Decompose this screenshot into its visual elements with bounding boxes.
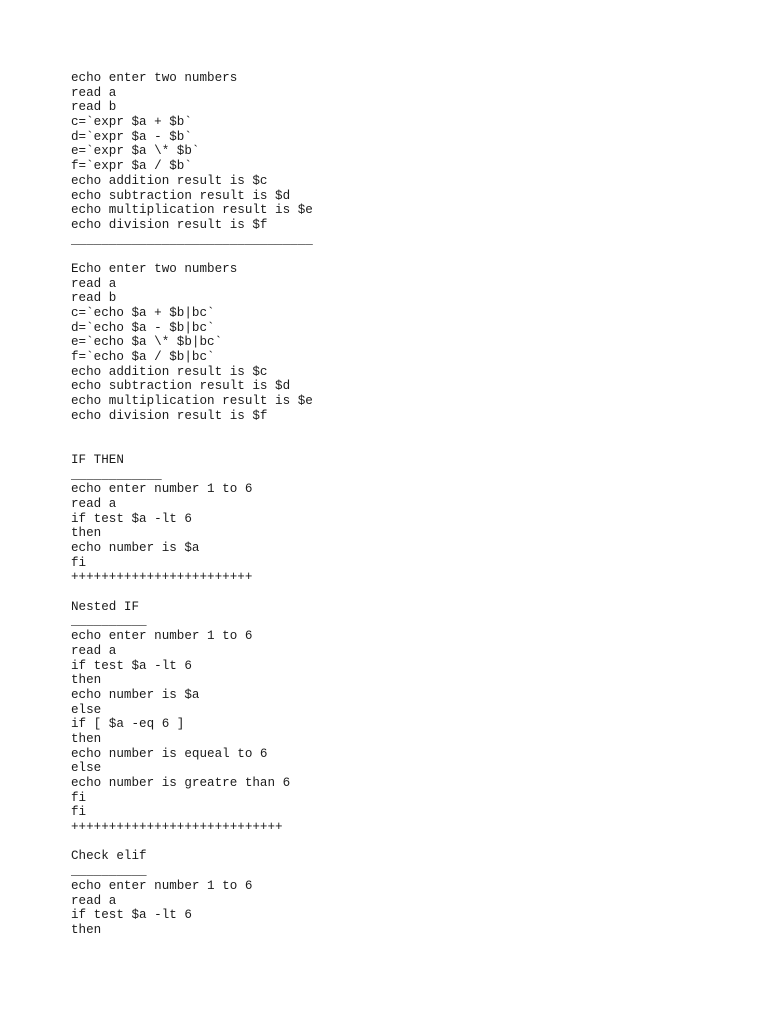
text-line	[71, 424, 751, 439]
text-line: echo addition result is $c	[71, 173, 268, 188]
text-line: echo addition result is $c	[71, 364, 268, 379]
text-line: fi	[71, 805, 87, 820]
text-line: echo number is $a	[71, 687, 200, 702]
text-line: then	[71, 731, 102, 746]
text-line: else	[71, 761, 102, 776]
text-line: echo subtraction result is $d	[71, 188, 291, 203]
text-line: f=`expr $a / $b`	[71, 159, 192, 174]
text-line: __________	[71, 864, 147, 879]
text-line: e=`expr $a \* $b`	[71, 144, 200, 159]
text-line: echo number is equeal to 6	[71, 746, 268, 761]
text-line: echo enter number 1 to 6	[71, 629, 253, 644]
text-line: __________	[71, 614, 147, 629]
text-line: echo multiplication result is $e	[71, 394, 313, 409]
text-line: echo multiplication result is $e	[71, 203, 313, 218]
text-line: echo enter number 1 to 6	[71, 482, 253, 497]
text-line: e=`echo $a \* $b|bc`	[71, 335, 223, 350]
text-line: echo subtraction result is $d	[71, 379, 291, 394]
text-line: ++++++++++++++++++++++++++++	[71, 820, 283, 835]
text-line: c=`expr $a + $b`	[71, 115, 192, 130]
text-line: d=`expr $a - $b`	[71, 129, 192, 144]
text-line: f=`echo $a / $b|bc`	[71, 350, 215, 365]
document-body	[71, 71, 751, 938]
text-line: echo enter two numbers	[71, 71, 238, 85]
text-line: read a	[71, 893, 117, 908]
text-line: if [ $a -eq 6 ]	[71, 717, 185, 732]
text-line	[71, 835, 751, 850]
text-line: else	[71, 702, 102, 717]
text-line: ____________	[71, 467, 162, 482]
text-line: Nested IF	[71, 599, 140, 614]
text-line: then	[71, 526, 102, 541]
text-line: echo division result is $f	[71, 217, 268, 232]
text-line: read a	[71, 496, 117, 511]
text-line: if test $a -lt 6	[71, 658, 192, 673]
text-line: read b	[71, 291, 117, 306]
text-line: read a	[71, 276, 117, 291]
text-line: read a	[71, 643, 117, 658]
text-line: fi	[71, 555, 87, 570]
text-line: read a	[71, 85, 117, 100]
text-line: ++++++++++++++++++++++++	[71, 570, 253, 585]
text-line: if test $a -lt 6	[71, 908, 192, 923]
text-line: Check elif	[71, 849, 147, 864]
text-line: IF THEN	[71, 452, 124, 467]
text-line: echo number is $a	[71, 541, 200, 555]
text-line: Echo enter two numbers	[71, 261, 238, 276]
text-line: c=`echo $a + $b|bc`	[71, 306, 215, 320]
text-line: fi	[71, 790, 87, 805]
text-line: if test $a -lt 6	[71, 511, 192, 526]
text-line	[71, 247, 751, 262]
text-line: echo division result is $f	[71, 408, 268, 423]
text-line: echo enter number 1 to 6	[71, 878, 253, 893]
text-line: then	[71, 673, 102, 688]
text-line	[71, 438, 751, 453]
text-line: d=`echo $a - $b|bc`	[71, 320, 215, 335]
text-line: ________________________________	[71, 232, 313, 247]
text-line: echo number is greatre than 6	[71, 776, 291, 790]
text-line	[71, 585, 751, 600]
text-line: then	[71, 922, 102, 937]
text-line: read b	[71, 100, 117, 115]
